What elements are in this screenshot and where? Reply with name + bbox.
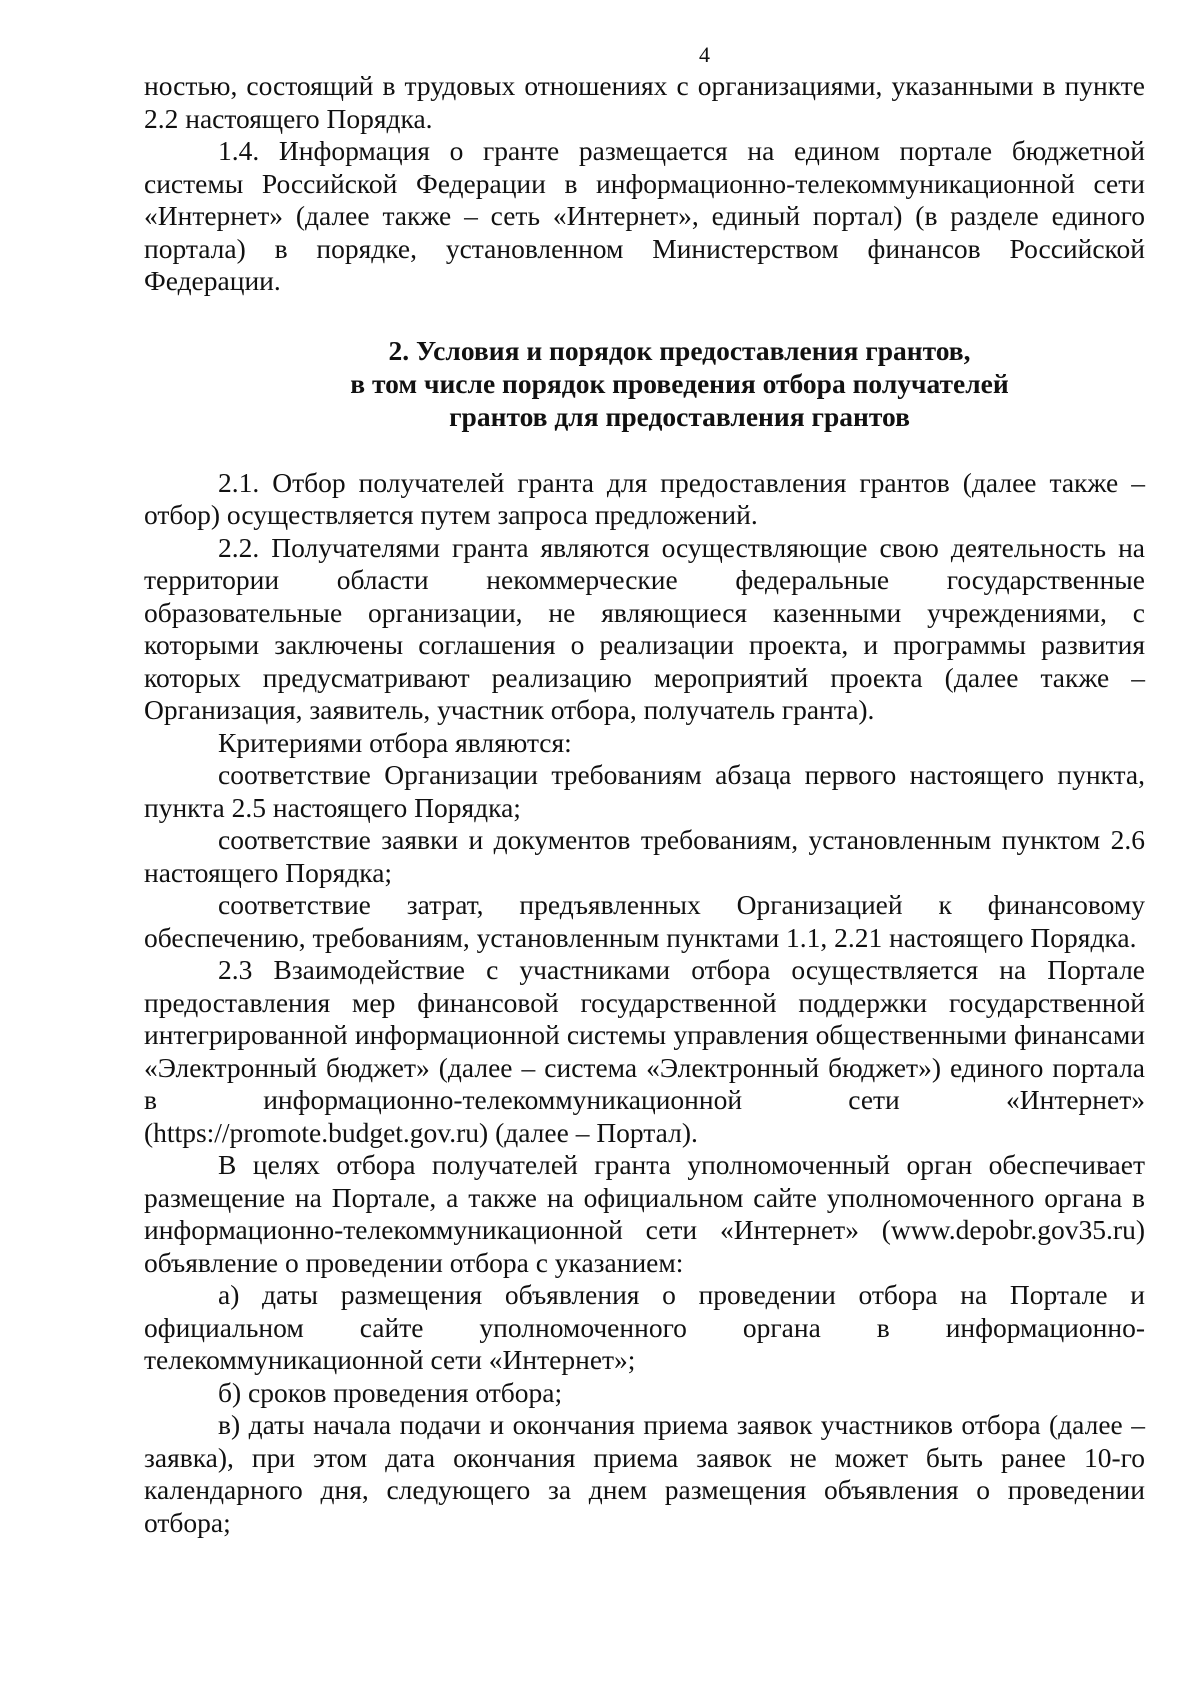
paragraph-item-b: б) сроков проведения отбора;	[218, 1376, 563, 1408]
paragraph-criterion-2: соответствие заявки и документов требованиям, установленным пунктом 2.6 настоящего Порядка;	[144, 824, 1145, 888]
paragraph-criterion-1: соответствие Организации требованиям абзаца первого настоящего пункта, пункта 2.5 настоящего Порядка;	[144, 759, 1145, 823]
section-2-heading	[144, 334, 1145, 433]
paragraph-criterion-3: соответствие затрат, предъявленных Организацией к финансовому обеспечению, требованиям, установленным пунктами 1.1, 2.21 настоящего Порядка.	[144, 889, 1145, 953]
paragraph-item-c: в) даты начала подачи и окончания приема заявок участников отбора (далее – заявка), при этом дата окончания приема заявок не может быть ранее 10-го календарного дня, следующего за днем размещения объявления о проведении отбора;	[144, 1409, 1145, 1538]
section-heading-line: 2. Условия и порядок предоставления грантов,	[388, 334, 971, 366]
paragraph-item-a: а) даты размещения объявления о проведении отбора на Портале и официальном сайте уполномоченного органа в информационно-телекоммуникационной сети «Интернет»;	[144, 1279, 1145, 1375]
section-heading-line: в том числе порядок проведения отбора получателей	[350, 367, 1009, 399]
paragraph-2-1: 2.1. Отбор получателей гранта для предоставления грантов (далее также – отбор) осуществляется путем запроса предложений.	[144, 466, 1145, 530]
paragraph-announcement: В целях отбора получателей гранта уполномоченный орган обеспечивает размещение на Портале, а также на официальном сайте уполномоченного органа в информационно-телекоммуникационной сети «Интернет» (www.depobr.gov35.ru) объявление о проведении отбора с указанием:	[144, 1149, 1145, 1278]
paragraph-continuation: ностью, состоящий в трудовых отношениях с организациями, указанными в пункте 2.2 настоящего Порядка.	[144, 70, 1145, 134]
paragraph-2-2: 2.2. Получателями гранта являются осуществляющие свою деятельность на территории области некоммерческие федеральные государственные образовательные организации, не являющиеся казенными учреждениями, с которыми заключены соглашения о реализации проекта, и программы развития которых предусматривают реализацию мероприятий проекта (далее также – Организация, заявитель, участник отбора, получатель гранта).	[144, 531, 1145, 725]
paragraph-2-3: 2.3 Взаимодействие с участниками отбора осуществляется на Портале предоставления мер финансовой государственной поддержки государственной интегрированной информационной системы управления общественными финансами «Электронный бюджет» (далее – система «Электронный бюджет») единого портала в информационно-телекоммуникационной сети «Интернет» (https://promote.budget.gov.ru) (далее – Портал).	[144, 954, 1145, 1148]
paragraph-criteria-intro: Критериями отбора являются:	[218, 726, 572, 758]
section-heading-line: грантов для предоставления грантов	[449, 400, 910, 432]
page-number: 4	[699, 42, 710, 67]
document-page	[144, 40, 1145, 1539]
paragraph-1-4: 1.4. Информация о гранте размещается на едином портале бюджетной системы Российской Федерации в информационно-телекоммуникационной сети «Интернет» (далее также – сеть «Интернет», единый портал) (в разделе единого портала) в порядке, установленном Министерством финансов Российской Федерации.	[144, 135, 1145, 296]
